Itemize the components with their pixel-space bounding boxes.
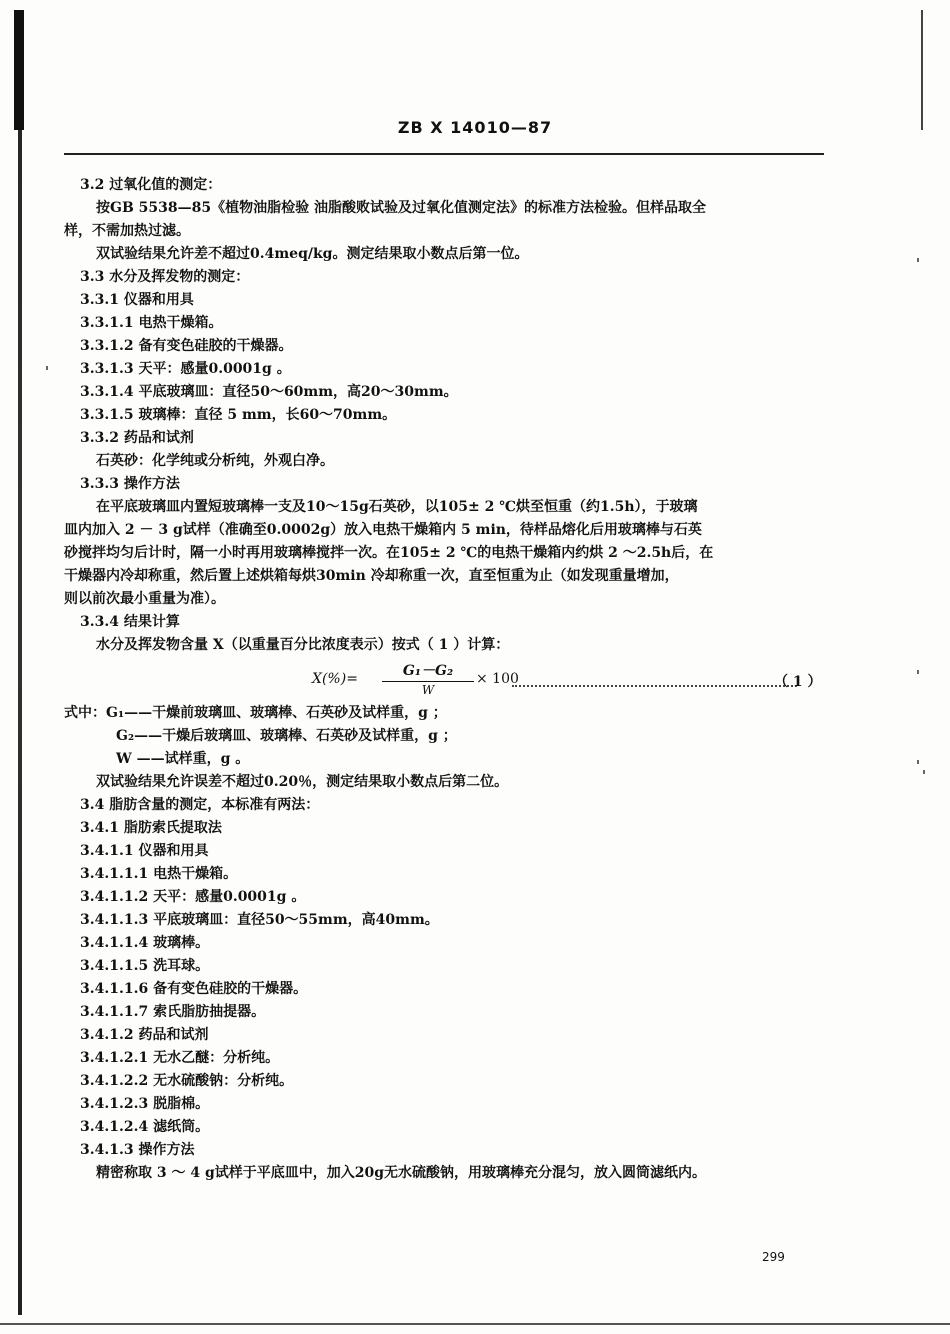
header-rule — [64, 153, 824, 155]
list-item: 3.4.1.2.2 无水硫酸钠：分析纯。 — [80, 1073, 294, 1089]
body-text-line: 样，不需加热过滤。 — [64, 223, 190, 239]
list-item: 3.3.1.2 备有变色硅胶的干燥器。 — [80, 338, 293, 354]
body-text-line: 双试验结果允许误差不超过0.20％，测定结果取小数点后第二位。 — [96, 774, 509, 790]
body-text-line: 在平底玻璃皿内置短玻璃棒一支及10～15g石英砂，以105± 2 ℃烘至恒重（约1.5h），于玻璃 — [96, 499, 698, 515]
list-item: 3.4.1.2.3 脱脂棉。 — [80, 1096, 210, 1112]
formula-legend-item: 式中：G₁——干燥前玻璃皿、玻璃棒、石英砂及试样重，g ； — [64, 705, 447, 721]
formula-denominator: W — [421, 683, 435, 697]
equation-number: （ 1 ） — [774, 674, 822, 690]
scan-right-margin-line — [921, 10, 923, 130]
formula-lhs: X(%)= — [312, 671, 358, 687]
section-heading: 3.3.4 结果计算 — [80, 614, 180, 630]
scan-speck — [923, 770, 925, 774]
page-number: 299 — [762, 1250, 785, 1264]
section-heading: 3.4.1.3 操作方法 — [80, 1142, 195, 1158]
section-heading: 3.3.3 操作方法 — [80, 476, 180, 492]
list-item: 3.4.1.1.6 备有变色硅胶的干燥器。 — [80, 981, 308, 997]
section-heading: 3.3.2 药品和试剂 — [80, 430, 194, 446]
section-heading: 3.4.1.2 药品和试剂 — [80, 1027, 209, 1043]
body-text-line: 砂搅拌均匀后计时，隔一小时再用玻璃棒搅拌一次。在105± 2 ℃的电热干燥箱内约烘 2 ～2.5h后，在 — [64, 545, 714, 561]
list-item: 3.4.1.1.7 索氏脂肪抽提器。 — [80, 1004, 266, 1020]
list-item: 3.3.1.1 电热干燥箱。 — [80, 315, 223, 331]
body-text-line: 干燥器内冷却称重，然后置上述烘箱每烘30min 冷却称重一次，直至恒重为止（如发现重量增加， — [64, 568, 679, 584]
list-item: 3.4.1.2.1 无水乙醚：分析纯。 — [80, 1050, 280, 1066]
section-heading: 3.2 过氧化值的测定： — [80, 177, 222, 193]
body-text-line: 按GB 5538—85《植物油脂检验 油脂酸败试验及过氧化值测定法》的标准方法检验。但样品取全 — [96, 200, 706, 216]
list-item: 3.3.1.4 平底玻璃皿：直径50～60mm，高20～30mm。 — [80, 384, 458, 400]
list-item: 3.4.1.1.2 天平：感量0.0001g 。 — [80, 889, 306, 905]
section-heading: 3.4 脂肪含量的测定，本标准有两法： — [80, 797, 320, 813]
list-item: 3.4.1.1.5 洗耳球。 — [80, 958, 210, 974]
formula-multiplier: × 100 — [476, 671, 519, 687]
scan-left-border — [18, 10, 22, 1315]
body-text-line: 皿内加入 2 － 3 g试样（准确至0.0002g）放入电热干燥箱内 5 min，待样品熔化后用玻璃棒与石英 — [64, 522, 702, 538]
fraction-bar — [382, 681, 474, 682]
formula-fraction — [382, 660, 474, 697]
scan-speck — [46, 366, 48, 370]
list-item: 3.4.1.2.4 滤纸筒。 — [80, 1119, 210, 1135]
standard-code-header: ZB X 14010—87 — [397, 118, 553, 137]
body-text-line: 则以前次最小重量为准）。 — [64, 591, 225, 607]
scan-speck — [917, 258, 919, 262]
body-text-line: 石英砂：化学纯或分析纯，外观白净。 — [96, 453, 334, 469]
scan-left-border-mark — [14, 10, 24, 130]
list-item: 3.3.1.3 天平：感量0.0001g 。 — [80, 361, 291, 377]
list-item: 3.3.1.5 玻璃棒：直径 5 mm，长60～70mm。 — [80, 407, 397, 423]
section-heading: 3.3 水分及挥发物的测定： — [80, 269, 250, 285]
body-text-line: 精密称取 3 ～ 4 g试样于平底皿中，加入20g无水硫酸钠，用玻璃棒充分混匀，放入圆筒滤纸内。 — [96, 1165, 707, 1181]
list-item: 3.4.1.1.4 玻璃棒。 — [80, 935, 210, 951]
body-text-line: 双试验结果允许差不超过0.4meq/kg。测定结果取小数点后第一位。 — [96, 246, 529, 262]
list-item: 3.4.1.1.1 电热干燥箱。 — [80, 866, 238, 882]
formula-legend-item: W ——试样重，g 。 — [116, 751, 250, 767]
section-heading: 3.3.1 仪器和用具 — [80, 292, 194, 308]
list-item: 3.4.1.1.3 平底玻璃皿：直径50～55mm，高40mm。 — [80, 912, 439, 928]
section-heading: 3.4.1.1 仪器和用具 — [80, 843, 209, 859]
scan-bottom-edge — [0, 1323, 950, 1325]
formula-numerator: G₁－G₂ — [402, 663, 454, 679]
formula-legend-item: G₂——干燥后玻璃皿、玻璃棒、石英砂及试样重，g ； — [116, 728, 457, 744]
dotted-leader — [512, 671, 797, 687]
section-heading: 3.4.1 脂肪索氏提取法 — [80, 820, 222, 836]
scan-speck — [917, 670, 919, 674]
scan-speck — [917, 760, 919, 764]
body-text-line: 水分及挥发物含量 X（以重量百分比浓度表示）按式（ 1 ）计算： — [96, 637, 510, 653]
